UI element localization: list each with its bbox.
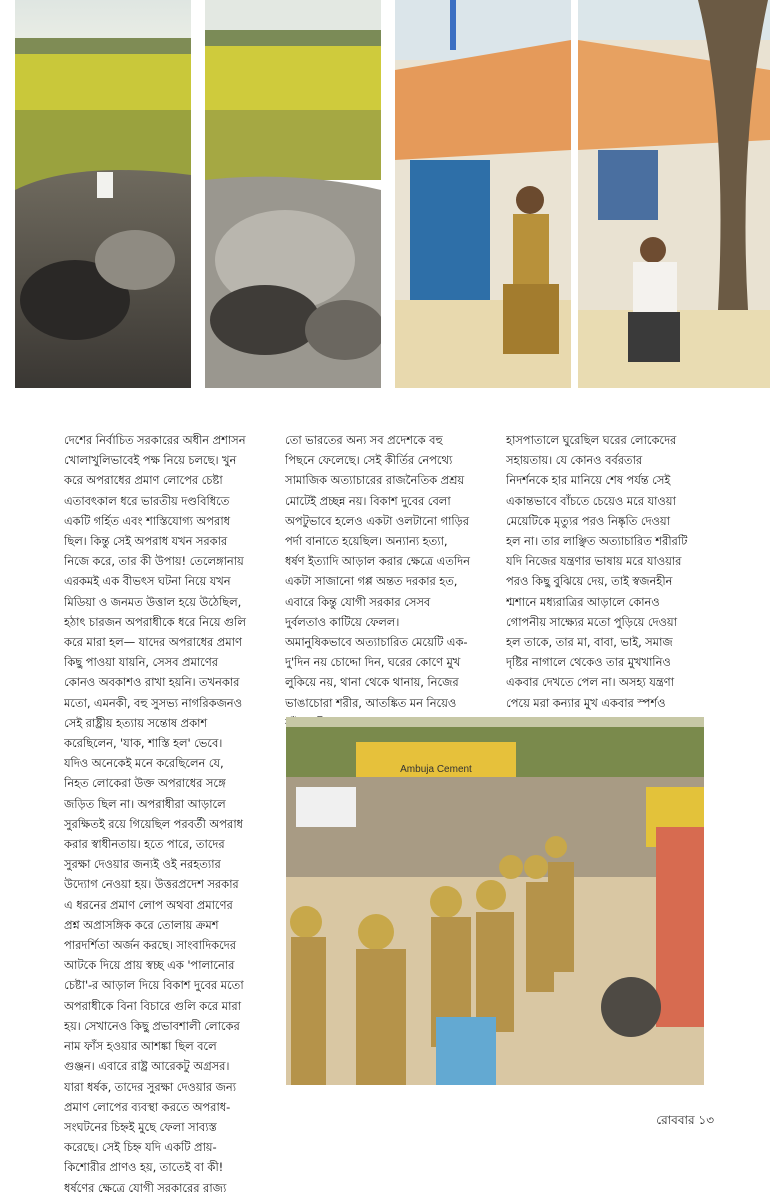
text-line: প্রমাণ লোপের ব্যবস্থা করতে অপরাধ-: [64, 1099, 231, 1114]
text-line: উদ্যোগ নেওয়া হয়। উত্তরপ্রদেশ সরকার: [64, 877, 239, 892]
text-line: মিডিয়া ও জনমত উত্তাল হয়ে উঠেছিল,: [64, 594, 242, 609]
text-line: গুঞ্জন। এবারে রাষ্ট্র আরেকটু অগ্রসর।: [64, 1059, 230, 1074]
page-folio: রোববার ১৩: [656, 1113, 714, 1127]
text-line: মোটেই প্রচ্ছন্ন নয়। বিকাশ দুবের বেলা: [285, 493, 451, 508]
burnt-field-photo-right: [205, 0, 381, 388]
text-line: হল না। তার লাঞ্ছিত অত্যাচারিত শরীরটি: [506, 534, 688, 549]
text-line: সংঘটনের চিহ্নই মুছে ফেলা সাব্যস্ত: [64, 1119, 217, 1134]
text-line: সেই রাষ্ট্রীয় হত্যায় সন্তোষ প্রকাশ: [64, 715, 208, 730]
text-line: কোনও অবকাশও রাখা হয়নি। তখনকার: [64, 675, 240, 690]
article-column-1: [64, 430, 274, 1198]
article-column-3: [506, 430, 711, 733]
police-tent-photo-left: [395, 0, 571, 388]
column-3-text: [506, 430, 711, 733]
text-line: যারা ধর্ষক, তাদের সুরক্ষা দেওয়ার জন্য: [64, 1079, 236, 1094]
text-line: সুরক্ষা দেওয়ার জন্যই ওই নরহত্যার: [64, 857, 221, 872]
text-line: করেছে। সেই চিহ্ন যদি একটি প্রায়-: [64, 1140, 217, 1155]
text-line: একবার দেখতে পেল না। অসহ্য যন্ত্রণা: [506, 675, 674, 690]
text-line: দু'দিন নয় চোদ্দো দিন, ঘরের কোণে মুখ: [285, 655, 461, 670]
text-line: হল তাকে, তার মা, বাবা, ভাই, সমাজ: [506, 635, 673, 650]
text-line: সুরক্ষিতই রয়ে গিয়েছিল পরবর্তী অপরাধ: [64, 816, 243, 831]
text-line: করেছিলেন, 'যাক, শাস্তি হল' ভেবে।: [64, 736, 223, 751]
text-line: এতাবৎকাল ধরে ভারতীয় দণ্ডবিধিতে: [64, 493, 230, 508]
text-line: কিশোরীর প্রাণও হয়, তাতেই বা কী!: [64, 1160, 224, 1175]
text-line: যদিও অনেকেই মনে করেছিলেন যে,: [64, 756, 224, 771]
column-2-text: [285, 430, 495, 733]
text-line: ছিল। কিন্তু সেই অপরাধ যখন সরকার: [64, 534, 228, 549]
text-line: নিহত লোকেরা উক্ত অপরাধের সঙ্গে: [64, 776, 226, 791]
police-tent-photo-right: [578, 0, 770, 388]
text-line: এবারে কিন্তু যোগী সরকার সেসব: [285, 594, 431, 609]
text-line: অপরাধীকে বিনা বিচারে গুলি করে মারা: [64, 998, 241, 1013]
text-line: খোলাখুলিভাবেই পক্ষ নিয়ে চলছে। খুন: [64, 453, 237, 468]
text-line: প্রশ্ন অপ্রাসঙ্গিক করে তোলায় ক্রমশ: [64, 917, 219, 932]
text-line: সামাজিক অত্যাচারের রাজনৈতিক প্রশ্রয়: [285, 473, 465, 488]
text-line: করে মারা হল— যাদের অপরাধের প্রমাণ: [64, 635, 242, 650]
text-line: শ্মশানে মধ্যরাত্রির আড়ালে কোনও: [506, 594, 660, 609]
column-1-text: [64, 430, 274, 1198]
text-line: অমানুষিকভাবে অত্যাচারিত মেয়েটি এক-: [285, 635, 468, 650]
text-line: লুকিয়ে নয়, থানা থেকে থানায়, নিজের: [285, 675, 459, 690]
text-line: পিছনে ফেলেছে। সেই কীর্তির নেপথ্যে: [285, 453, 453, 468]
text-line: চেষ্টা'-র আড়াল দিয়ে বিকাশ দুবের মতো: [64, 978, 244, 993]
text-line: দৃষ্টির নাগালে থেকেও তার মুখখানিও: [506, 655, 671, 670]
text-line: করার স্বাধীনতায়। হতে পারে, তাদের: [64, 837, 225, 852]
text-line: ধর্ষণ ইত্যাদি আড়াল করার ক্ষেত্রে এতদিন: [285, 554, 470, 569]
burnt-field-photo-left: [15, 0, 191, 388]
text-line: নাম ফাঁস হওয়ার আশঙ্কা ছিল বলে: [64, 1039, 217, 1054]
text-line: যদি নিজের যন্ত্রণার ভাষায় মরে যাওয়ার: [506, 554, 682, 569]
text-line: এরকমই এক বীভৎস ঘটনা নিয়ে যখন: [64, 574, 231, 589]
text-line: দুর্বলতাও কাটিয়ে ফেলল।: [285, 614, 400, 629]
text-line: একটা সাজানো গপ্প অন্তত দরকার হত,: [285, 574, 458, 589]
text-line: নিদর্শনকে হার মানিয়ে শেষ পর্যন্ত সেই: [506, 473, 671, 488]
text-line: আটকে দিয়ে প্রায় স্বচ্ছ এক 'পালানোর: [64, 958, 235, 973]
text-line: কিছু পাওয়া যায়নি, সেসব প্রমাণের: [64, 655, 218, 670]
text-line: তো ভারতের অন্য সব প্রদেশকে বহু: [285, 433, 443, 447]
text-line: হয়। সেখানেও কিছু প্রভাবশালী লোকের: [64, 1018, 240, 1033]
text-line: একান্তভাবে বাঁচতে চেয়েও মরে যাওয়া: [506, 493, 676, 508]
text-line: পেয়ে মরা কন্যার মুখ একবার স্পর্শও: [506, 695, 666, 710]
signboard-text: Ambuja Cement: [400, 764, 472, 775]
text-line: পর্দা বানাতে হয়েছিল। অন্যান্য হত্যা,: [285, 534, 448, 549]
text-line: দেশের নির্বাচিত সরকারের অধীন প্রশাসন: [64, 433, 246, 447]
text-line: হাসপাতালে ঘুরেছিল ঘরের লোকেদের: [506, 433, 677, 447]
police-crowd-photo: [286, 717, 704, 1085]
text-line: পরও কিছু বুঝিয়ে দেয়, তাই স্বজনহীন: [506, 574, 673, 589]
text-line: হঠাৎ চারজন অপরাধীকে ধরে নিয়ে গুলি: [64, 614, 246, 629]
article-column-2: [285, 430, 495, 733]
text-line: সহায়তায়। যে কোনও বর্বরতার: [506, 453, 643, 468]
text-line: জড়িত ছিল না। অপরাধীরা আড়ালে: [64, 796, 226, 811]
text-line: করে অপরাধের প্রমাণ লোপের চেষ্টা: [64, 473, 223, 488]
text-line: মতো, এমনকী, বহু সুসভ্য নাগরিকজনও: [64, 695, 242, 710]
text-line: এ ধরনের প্রমাণ লোপ অথবা প্রমাণের: [64, 897, 233, 912]
text-line: পারদর্শিতা অর্জন করছে। সাংবাদিকদের: [64, 938, 236, 953]
text-line: ভাঙাচোরা শরীর, আতঙ্কিত মন নিয়েও: [285, 695, 457, 710]
text-line: গোপনীয় সাক্ষ্যের মতো পুড়িয়ে দেওয়া: [506, 614, 677, 629]
text-line: অপটুভাবে হলেও একটা ওলটানো গাড়ির: [285, 513, 470, 528]
text-line: নিজে করে, তার কী উপায়! তেলেঙ্গানায়: [64, 554, 244, 569]
text-line: ধর্ষণের ক্ষেত্রে যোগী সরকারের রাজ্য: [64, 1180, 227, 1195]
text-line: মেয়েটিকে মৃত্যুর পরও নিষ্কৃতি দেওয়া: [506, 513, 670, 528]
text-line: একটি গর্হিত এবং শাস্তিযোগ্য অপরাধ: [64, 513, 230, 528]
